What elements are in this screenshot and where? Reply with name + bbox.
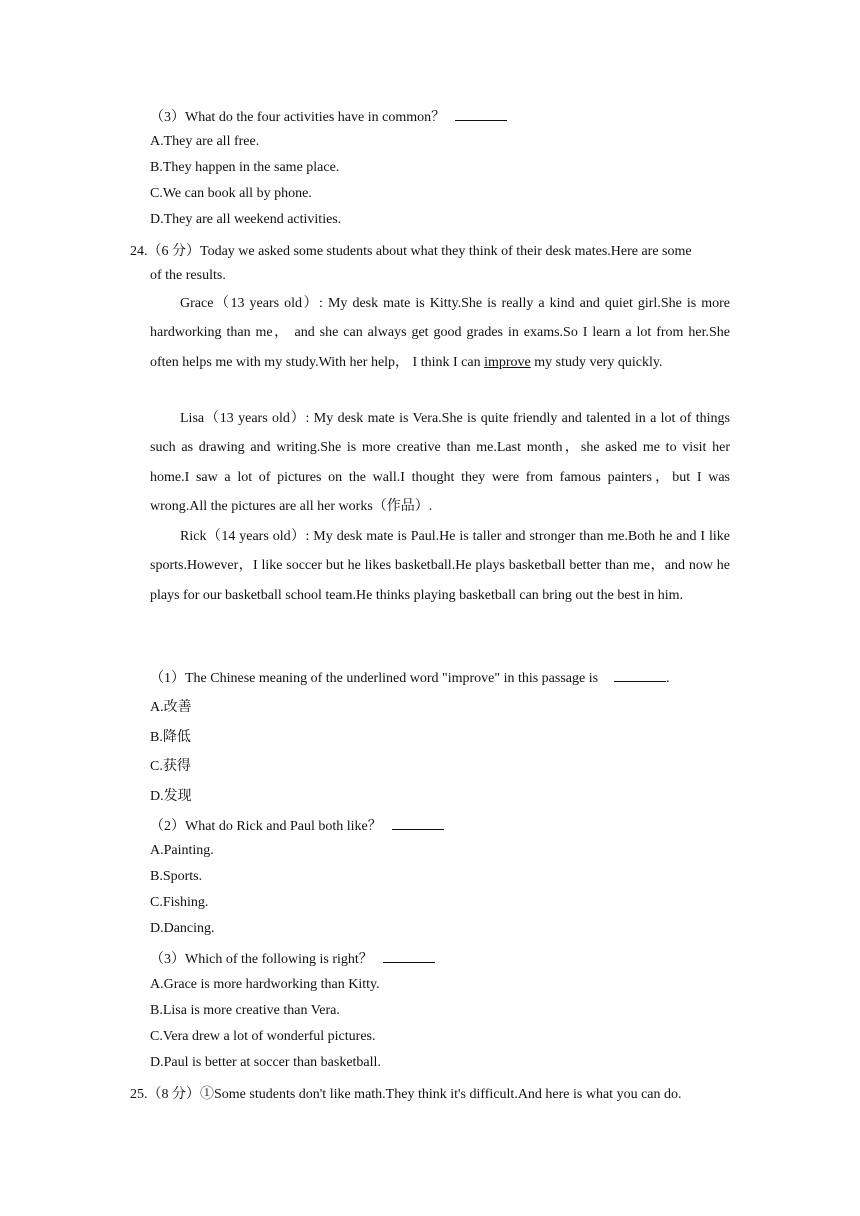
option-a: A.Grace is more hardworking than Kitty.: [150, 977, 380, 992]
option-c: C.We can book all by phone.: [150, 186, 312, 201]
question-23-3: （3）What do the four activities have in common？: [150, 106, 507, 126]
rick-paragraph: Rick（14 years old）: My desk mate is Paul.He is taller and stronger than me.Both he and I like sports.However，I like soccer but he likes basketball.He plays basketball better than me，and now he plays for our basketball school team.He thinks playing basketball can bring out the best in him.: [150, 529, 730, 603]
option-c: C.Vera drew a lot of wonderful pictures.: [150, 1029, 376, 1044]
option-b: B.Sports.: [150, 869, 203, 884]
option-d: D.Paul is better at soccer than basketball.: [150, 1055, 381, 1070]
grace-paragraph: Grace（13 years old）: My desk mate is Kitty.She is really a kind and quiet girl.She is more hardworking than me， and she can always get good grades in exams.So I learn a lot from her.She often helps me with my study.With her help， I think I can improve my study very quickly.: [150, 296, 730, 370]
option-d: D.发现: [150, 789, 192, 804]
answer-blank: [392, 817, 444, 830]
question-24-header: 24.（6 分）Today we asked some students about what they think of their desk mates.Here are some: [130, 244, 692, 259]
option-c: C.Fishing.: [150, 895, 209, 910]
answer-blank: [455, 108, 507, 121]
option-b: B.They happen in the same place.: [150, 160, 340, 175]
question-24-1: （1）The Chinese meaning of the underlined word "improve" in this passage is .: [150, 671, 670, 686]
question-24-3: （3）Which of the following is right？: [150, 948, 435, 968]
lisa-paragraph: Lisa（13 years old）: My desk mate is Vera.She is quite friendly and talented in a lot of things such as drawing and writing.She is more creative than me.Last month，she asked me to visit her home.I saw a lot of pictures on the wall.I thought they were from famous painters，but I was wrong.All the pictures are all her works（作品）.: [150, 411, 730, 514]
option-d: D.Dancing.: [150, 921, 215, 936]
underlined-word: improve: [484, 354, 531, 370]
option-c: C.获得: [150, 759, 191, 774]
answer-blank: [383, 950, 435, 963]
question-25-header: 25.（8 分）①Some students don't like math.They think it's difficult.And here is what you can do.: [130, 1087, 682, 1102]
option-a: A.They are all free.: [150, 134, 260, 149]
option-b: B.Lisa is more creative than Vera.: [150, 1003, 340, 1018]
option-a: A.Painting.: [150, 843, 214, 858]
answer-blank: [614, 669, 666, 682]
option-a: A.改善: [150, 700, 192, 715]
option-d: D.They are all weekend activities.: [150, 212, 342, 227]
option-b: B.降低: [150, 730, 191, 745]
question-24-2: （2）What do Rick and Paul both like？: [150, 815, 444, 835]
question-24-intro-cont: of the results.: [150, 268, 226, 283]
